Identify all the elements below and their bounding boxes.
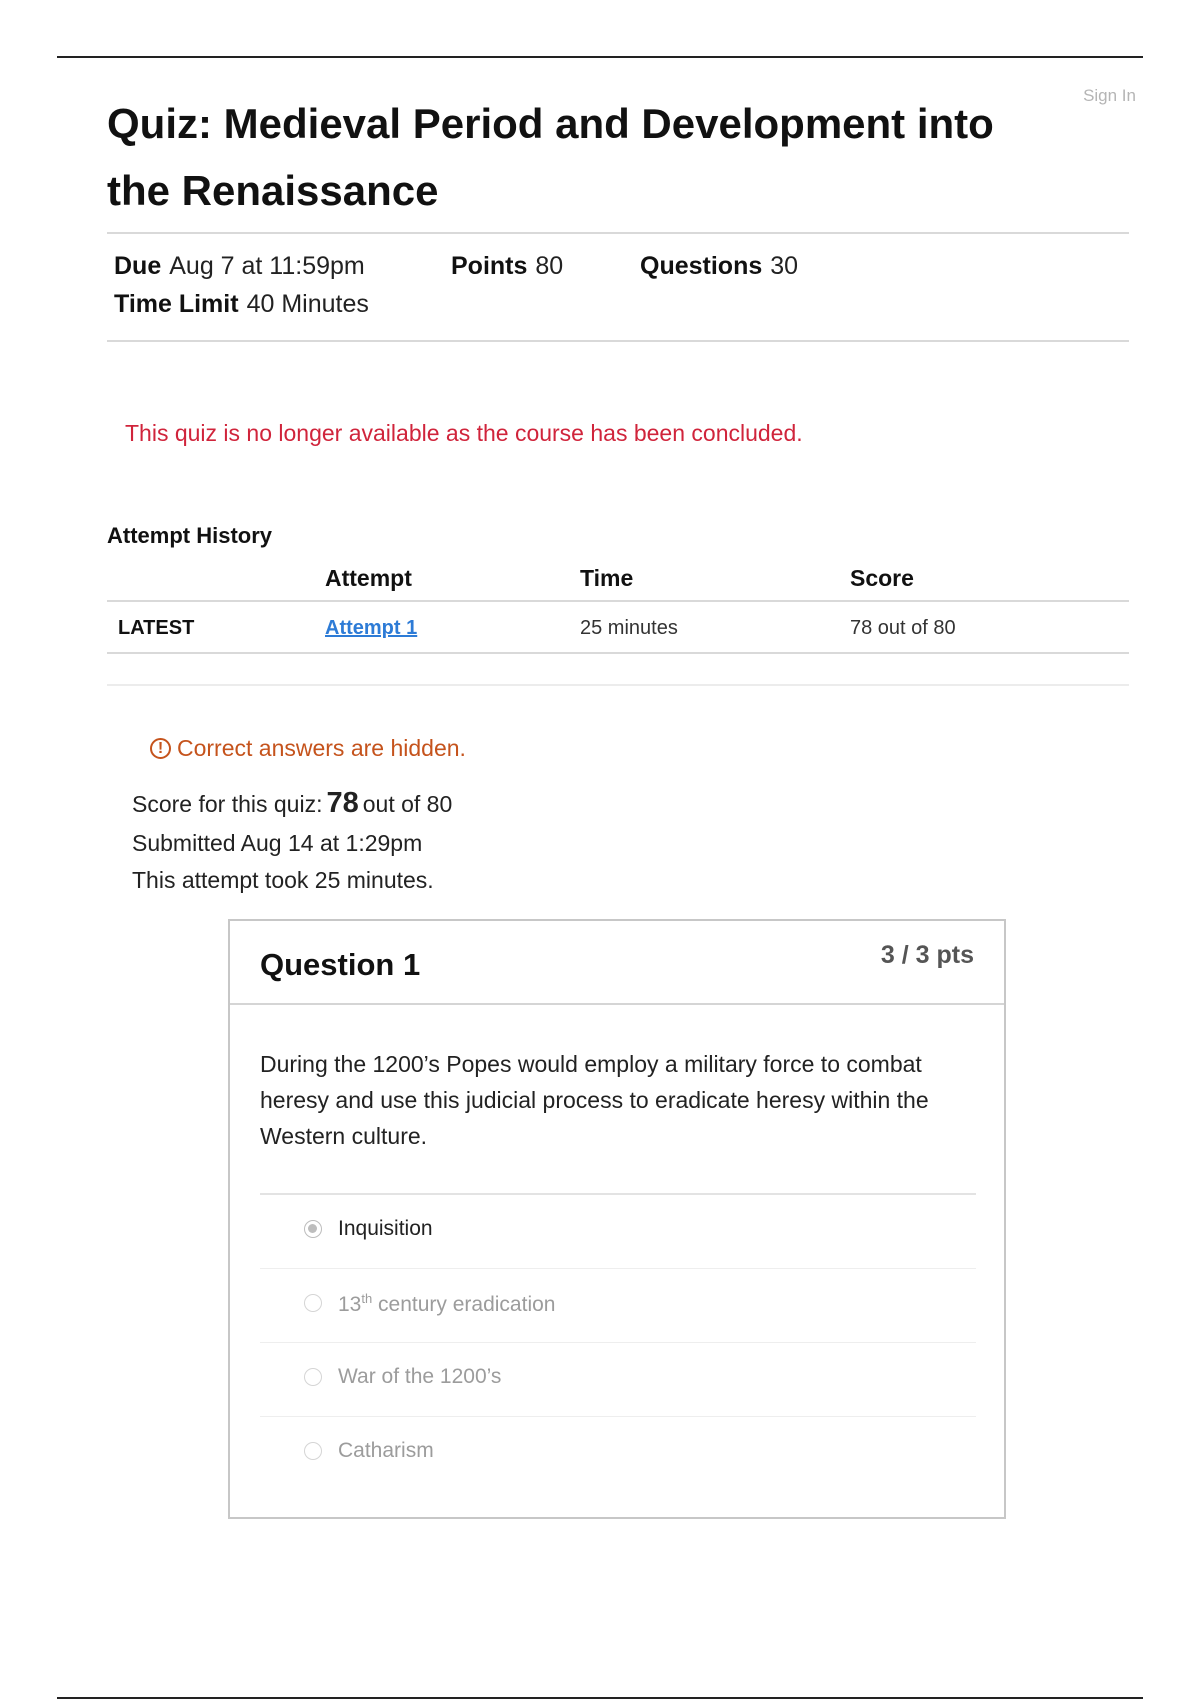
question-header — [230, 921, 1004, 1005]
answer-label: 13th century eradication — [338, 1291, 556, 1316]
radio-button[interactable] — [304, 1368, 322, 1386]
section-divider — [107, 684, 1129, 686]
time-limit-value: 40 Minutes — [246, 290, 369, 318]
question-title: Question 1 — [260, 947, 421, 982]
answer-list — [260, 1193, 976, 1490]
score-prefix: Score for this quiz: — [132, 791, 323, 817]
points-value: 80 — [535, 252, 564, 280]
due-label: Due — [114, 252, 162, 280]
alert-icon: ! — [150, 738, 171, 759]
table-cell-score: 78 out of 80 — [850, 617, 956, 639]
score-value: 78 — [326, 787, 359, 819]
time-limit-label: Time Limit — [114, 290, 239, 318]
table-cell-attempt — [325, 617, 417, 640]
due-date — [114, 252, 365, 281]
question-text: During the 1200’s Popes would employ a military force to combat heresy and use this judicial process to eradicate heresy within the Western culture. — [260, 1051, 929, 1149]
answer-option — [260, 1417, 976, 1490]
table-header-divider — [107, 600, 1129, 602]
latest-badge: LATEST — [118, 617, 195, 639]
answer-option — [260, 1343, 976, 1417]
answers-hidden-text: Correct answers are hidden. — [177, 735, 466, 761]
submitted-date: Submitted Aug 14 at 1:29pm — [132, 830, 423, 856]
page-title: Quiz: Medieval Period and Development into the Renaissance — [107, 100, 994, 214]
questions-info — [640, 252, 798, 281]
question-points: 3 / 3 pts — [880, 941, 974, 969]
course-concluded-notice: This quiz is no longer available as the course has been concluded. — [125, 420, 803, 446]
sign-in-link[interactable]: Sign In — [1083, 86, 1136, 105]
radio-button[interactable] — [304, 1294, 322, 1312]
radio-button[interactable] — [304, 1220, 322, 1238]
answers-hidden-notice — [150, 735, 466, 762]
table-bottom-divider — [107, 652, 1129, 654]
column-header-attempt: Attempt — [325, 565, 412, 591]
bottom-border-rule — [57, 1697, 1143, 1699]
radio-button[interactable] — [304, 1442, 322, 1460]
column-header-score: Score — [850, 565, 914, 591]
question-card — [228, 919, 1006, 1519]
score-suffix: out of 80 — [362, 791, 453, 817]
answer-label: Inquisition — [338, 1217, 433, 1240]
questions-value: 30 — [770, 252, 799, 280]
attempt-1-link[interactable]: Attempt 1 — [325, 617, 418, 639]
points-info — [451, 252, 563, 281]
questions-label: Questions — [640, 252, 763, 280]
column-header-time: Time — [580, 565, 634, 591]
answer-label: Catharism — [338, 1439, 434, 1462]
title-divider — [107, 232, 1129, 234]
answer-option — [260, 1269, 976, 1343]
details-divider — [107, 340, 1129, 342]
answer-label: War of the 1200’s — [338, 1365, 502, 1388]
due-value: Aug 7 at 11:59pm — [169, 252, 365, 280]
attempt-duration: This attempt took 25 minutes. — [132, 867, 434, 893]
attempt-history-title: Attempt History — [107, 523, 273, 548]
answer-option — [260, 1195, 976, 1269]
points-label: Points — [451, 252, 528, 280]
quiz-score — [132, 787, 452, 820]
top-border-rule — [57, 56, 1143, 58]
table-cell-time: 25 minutes — [580, 617, 678, 639]
time-limit — [114, 290, 369, 319]
